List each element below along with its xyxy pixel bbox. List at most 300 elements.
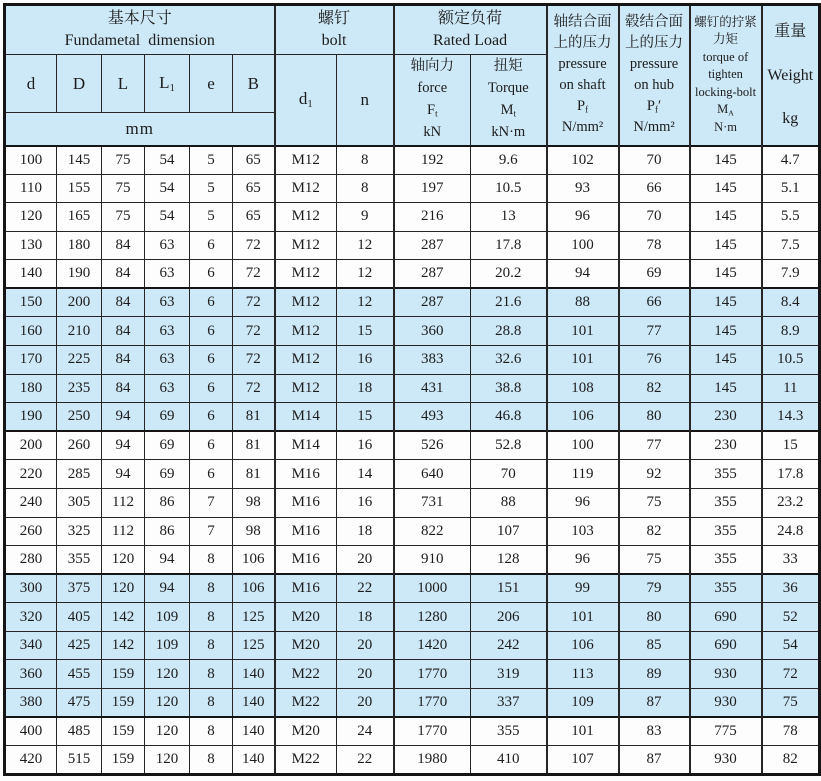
cell-B: 72 <box>233 317 275 346</box>
cell-L1: 63 <box>145 374 190 403</box>
cell-weight-kg: 52 <box>762 603 820 632</box>
cell-L: 94 <box>102 431 145 460</box>
cell-Pf-hub: 92 <box>619 460 690 489</box>
cell-B: 81 <box>233 403 275 432</box>
cell-Pf-hub: 79 <box>619 574 690 603</box>
cell-MA-Nm: 145 <box>690 174 762 203</box>
cell-e: 8 <box>190 688 233 717</box>
cell-e: 5 <box>190 203 233 232</box>
cell-B: 98 <box>233 517 275 546</box>
cell-L1: 120 <box>145 660 190 689</box>
cell-D: 285 <box>57 460 102 489</box>
cell-MA-Nm: 775 <box>690 717 762 746</box>
header-fundamental-dimension: 基本尺寸 Fundametal dimension <box>5 5 275 55</box>
table-row <box>5 288 820 317</box>
cell-MA-Nm: 145 <box>690 374 762 403</box>
cell-Pf-hub: 87 <box>619 746 690 775</box>
cell-Pf-shaft: 100 <box>547 431 619 460</box>
cell-B: 140 <box>233 660 275 689</box>
cell-e: 6 <box>190 260 233 289</box>
cell-n: 18 <box>337 374 394 403</box>
cell-e: 8 <box>190 574 233 603</box>
cell-D: 210 <box>57 317 102 346</box>
cell-d: 260 <box>5 517 57 546</box>
cell-n: 15 <box>337 317 394 346</box>
cell-MA-Nm: 930 <box>690 660 762 689</box>
cell-Pf-hub: 66 <box>619 174 690 203</box>
cell-n: 18 <box>337 603 394 632</box>
cell-Ft-kN: 822 <box>394 517 471 546</box>
cell-e: 6 <box>190 431 233 460</box>
cell-e: 8 <box>190 603 233 632</box>
cell-Pf-shaft: 96 <box>547 488 619 517</box>
cell-Pf-hub: 80 <box>619 603 690 632</box>
cell-B: 125 <box>233 603 275 632</box>
cell-Mt-kNm: 355 <box>471 717 547 746</box>
cell-MA-Nm: 355 <box>690 460 762 489</box>
cell-Pf-shaft: 103 <box>547 517 619 546</box>
cell-Pf-hub: 87 <box>619 688 690 717</box>
cell-Pf-hub: 77 <box>619 317 690 346</box>
cell-d: 180 <box>5 374 57 403</box>
cell-e: 6 <box>190 288 233 317</box>
cell-L: 84 <box>102 317 145 346</box>
cell-Ft-kN: 640 <box>394 460 471 489</box>
cell-e: 6 <box>190 460 233 489</box>
cell-MA-Nm: 230 <box>690 431 762 460</box>
cell-L1: 54 <box>145 174 190 203</box>
cell-MA-Nm: 145 <box>690 317 762 346</box>
cell-d1: M20 <box>275 631 337 660</box>
cell-L1: 120 <box>145 717 190 746</box>
cell-Ft-kN: 197 <box>394 174 471 203</box>
cell-Pf-hub: 89 <box>619 660 690 689</box>
cell-D: 225 <box>57 346 102 375</box>
table-row <box>5 260 820 289</box>
cell-D: 405 <box>57 603 102 632</box>
table-row <box>5 146 820 175</box>
table-row <box>5 460 820 489</box>
cell-d: 150 <box>5 288 57 317</box>
header-col-e: e <box>190 55 233 113</box>
cell-e: 8 <box>190 631 233 660</box>
cell-Pf-shaft: 119 <box>547 460 619 489</box>
cell-Pf-hub: 70 <box>619 146 690 175</box>
cell-MA-Nm: 145 <box>690 288 762 317</box>
cell-L1: 54 <box>145 203 190 232</box>
cell-d1: M12 <box>275 374 337 403</box>
cell-L: 159 <box>102 660 145 689</box>
cell-L: 84 <box>102 260 145 289</box>
cell-B: 72 <box>233 260 275 289</box>
cell-d1: M16 <box>275 546 337 575</box>
cell-Mt-kNm: 128 <box>471 546 547 575</box>
cell-B: 106 <box>233 546 275 575</box>
table-row <box>5 231 820 260</box>
cell-D: 355 <box>57 546 102 575</box>
cell-Pf-shaft: 96 <box>547 546 619 575</box>
cell-d: 100 <box>5 146 57 175</box>
cell-e: 6 <box>190 346 233 375</box>
cell-Ft-kN: 1770 <box>394 717 471 746</box>
cell-Mt-kNm: 20.2 <box>471 260 547 289</box>
cell-Pf-shaft: 107 <box>547 746 619 775</box>
cell-n: 16 <box>337 431 394 460</box>
cell-D: 200 <box>57 288 102 317</box>
cell-B: 106 <box>233 574 275 603</box>
cell-Pf-shaft: 106 <box>547 631 619 660</box>
cell-weight-kg: 8.4 <box>762 288 820 317</box>
cell-D: 455 <box>57 660 102 689</box>
header-group-row <box>5 5 820 55</box>
cell-d: 300 <box>5 574 57 603</box>
cell-weight-kg: 54 <box>762 631 820 660</box>
cell-Pf-hub: 82 <box>619 517 690 546</box>
cell-L1: 120 <box>145 688 190 717</box>
cell-n: 12 <box>337 288 394 317</box>
cell-Pf-shaft: 113 <box>547 660 619 689</box>
header-pressure-on-shaft: 轴结合面 上的压力 pressure on shaft $P_f$ N/mm² <box>547 5 619 146</box>
cell-D: 165 <box>57 203 102 232</box>
cell-L: 75 <box>102 146 145 175</box>
cell-Ft-kN: 1420 <box>394 631 471 660</box>
cell-L1: 109 <box>145 631 190 660</box>
cell-Pf-shaft: 109 <box>547 688 619 717</box>
cell-e: 6 <box>190 317 233 346</box>
cell-B: 65 <box>233 174 275 203</box>
cell-L1: 63 <box>145 260 190 289</box>
cell-d1: M14 <box>275 431 337 460</box>
header-col-d1: $d_1$ <box>275 55 337 146</box>
cell-L: 142 <box>102 631 145 660</box>
coupling-spec-table <box>3 3 821 776</box>
cell-weight-kg: 11 <box>762 374 820 403</box>
cell-n: 9 <box>337 203 394 232</box>
cell-Mt-kNm: 46.8 <box>471 403 547 432</box>
table-row <box>5 717 820 746</box>
cell-Pf-hub: 69 <box>619 260 690 289</box>
cell-Mt-kNm: 70 <box>471 460 547 489</box>
cell-Pf-hub: 75 <box>619 546 690 575</box>
cell-Ft-kN: 1980 <box>394 746 471 775</box>
cell-weight-kg: 23.2 <box>762 488 820 517</box>
cell-Pf-hub: 78 <box>619 231 690 260</box>
cell-n: 14 <box>337 460 394 489</box>
cell-Pf-hub: 82 <box>619 374 690 403</box>
header-pressure-on-hub: 毂结合面 上的压力 pressure on hub $P_f'$ N/mm² <box>619 5 690 146</box>
cell-d1: M16 <box>275 574 337 603</box>
cell-L1: 109 <box>145 603 190 632</box>
cell-n: 16 <box>337 346 394 375</box>
cell-MA-Nm: 355 <box>690 488 762 517</box>
cell-d1: M14 <box>275 403 337 432</box>
cell-MA-Nm: 145 <box>690 203 762 232</box>
cell-d: 400 <box>5 717 57 746</box>
cell-L: 94 <box>102 403 145 432</box>
cell-B: 65 <box>233 146 275 175</box>
table-row <box>5 431 820 460</box>
cell-L1: 63 <box>145 346 190 375</box>
cell-d1: M20 <box>275 603 337 632</box>
cell-Pf-hub: 66 <box>619 288 690 317</box>
cell-d: 140 <box>5 260 57 289</box>
cell-weight-kg: 15 <box>762 431 820 460</box>
cell-Mt-kNm: 9.6 <box>471 146 547 175</box>
cell-D: 305 <box>57 488 102 517</box>
cell-MA-Nm: 145 <box>690 146 762 175</box>
cell-d: 220 <box>5 460 57 489</box>
header-col-L1: $L_1$ <box>145 55 190 113</box>
cell-L: 159 <box>102 688 145 717</box>
cell-Mt-kNm: 319 <box>471 660 547 689</box>
cell-L: 75 <box>102 174 145 203</box>
cell-Ft-kN: 526 <box>394 431 471 460</box>
cell-weight-kg: 82 <box>762 746 820 775</box>
cell-L: 120 <box>102 546 145 575</box>
cell-L: 84 <box>102 374 145 403</box>
cell-e: 8 <box>190 746 233 775</box>
cell-Pf-shaft: 88 <box>547 288 619 317</box>
cell-L: 120 <box>102 574 145 603</box>
cell-d1: M16 <box>275 488 337 517</box>
cell-L: 112 <box>102 517 145 546</box>
table-row <box>5 660 820 689</box>
cell-B: 81 <box>233 431 275 460</box>
cell-weight-kg: 75 <box>762 688 820 717</box>
cell-d1: M12 <box>275 174 337 203</box>
cell-B: 140 <box>233 746 275 775</box>
cell-B: 140 <box>233 717 275 746</box>
cell-L1: 69 <box>145 403 190 432</box>
cell-weight-kg: 33 <box>762 546 820 575</box>
cell-D: 325 <box>57 517 102 546</box>
cell-d1: M22 <box>275 688 337 717</box>
cell-n: 12 <box>337 260 394 289</box>
cell-Pf-hub: 75 <box>619 488 690 517</box>
cell-n: 8 <box>337 146 394 175</box>
cell-Mt-kNm: 28.8 <box>471 317 547 346</box>
cell-e: 8 <box>190 660 233 689</box>
cell-d: 420 <box>5 746 57 775</box>
cell-e: 6 <box>190 374 233 403</box>
cell-d: 200 <box>5 431 57 460</box>
table-row <box>5 374 820 403</box>
cell-L1: 69 <box>145 431 190 460</box>
header-unit-mm: mm <box>5 113 275 146</box>
cell-d1: M12 <box>275 260 337 289</box>
cell-e: 6 <box>190 403 233 432</box>
cell-D: 235 <box>57 374 102 403</box>
cell-d: 240 <box>5 488 57 517</box>
cell-Ft-kN: 287 <box>394 260 471 289</box>
cell-n: 22 <box>337 746 394 775</box>
cell-e: 8 <box>190 546 233 575</box>
cell-d1: M12 <box>275 203 337 232</box>
cell-d1: M16 <box>275 460 337 489</box>
cell-n: 20 <box>337 631 394 660</box>
cell-Ft-kN: 1000 <box>394 574 471 603</box>
cell-weight-kg: 4.7 <box>762 146 820 175</box>
cell-MA-Nm: 930 <box>690 688 762 717</box>
cell-Pf-hub: 77 <box>619 431 690 460</box>
header-weight: 重量 Weight kg <box>762 5 820 146</box>
cell-L1: 94 <box>145 574 190 603</box>
table-row <box>5 688 820 717</box>
cell-n: 24 <box>337 717 394 746</box>
cell-Pf-shaft: 108 <box>547 374 619 403</box>
cell-d: 320 <box>5 603 57 632</box>
table-header <box>5 5 820 146</box>
cell-Ft-kN: 216 <box>394 203 471 232</box>
cell-L1: 63 <box>145 231 190 260</box>
cell-d1: M12 <box>275 231 337 260</box>
table-row <box>5 346 820 375</box>
cell-d: 120 <box>5 203 57 232</box>
cell-d: 280 <box>5 546 57 575</box>
cell-e: 8 <box>190 717 233 746</box>
header-bolt: 螺钉 bolt <box>275 5 394 55</box>
cell-Pf-hub: 76 <box>619 346 690 375</box>
cell-Ft-kN: 431 <box>394 374 471 403</box>
cell-Pf-shaft: 93 <box>547 174 619 203</box>
cell-Mt-kNm: 10.5 <box>471 174 547 203</box>
cell-weight-kg: 8.9 <box>762 317 820 346</box>
cell-D: 250 <box>57 403 102 432</box>
cell-Mt-kNm: 88 <box>471 488 547 517</box>
cell-L1: 54 <box>145 146 190 175</box>
cell-B: 98 <box>233 488 275 517</box>
cell-d1: M16 <box>275 517 337 546</box>
cell-n: 8 <box>337 174 394 203</box>
cell-n: 20 <box>337 660 394 689</box>
cell-L: 84 <box>102 231 145 260</box>
cell-e: 6 <box>190 231 233 260</box>
cell-MA-Nm: 145 <box>690 260 762 289</box>
cell-d1: M20 <box>275 717 337 746</box>
cell-Mt-kNm: 337 <box>471 688 547 717</box>
table-row <box>5 631 820 660</box>
cell-L1: 63 <box>145 288 190 317</box>
cell-MA-Nm: 230 <box>690 403 762 432</box>
cell-weight-kg: 24.8 <box>762 517 820 546</box>
cell-B: 72 <box>233 231 275 260</box>
cell-B: 140 <box>233 688 275 717</box>
cell-n: 20 <box>337 546 394 575</box>
cell-Pf-shaft: 102 <box>547 146 619 175</box>
cell-Pf-shaft: 106 <box>547 403 619 432</box>
cell-MA-Nm: 355 <box>690 574 762 603</box>
table-row <box>5 603 820 632</box>
cell-Pf-hub: 70 <box>619 203 690 232</box>
header-locking-bolt-torque: 螺钉的拧紧 力矩 torque of tighten locking-bolt $M_A$ N·m <box>690 5 762 146</box>
cell-Ft-kN: 731 <box>394 488 471 517</box>
cell-Mt-kNm: 21.6 <box>471 288 547 317</box>
cell-L1: 86 <box>145 517 190 546</box>
cell-Mt-kNm: 107 <box>471 517 547 546</box>
cell-n: 18 <box>337 517 394 546</box>
table-row <box>5 546 820 575</box>
cell-e: 7 <box>190 488 233 517</box>
table-row <box>5 488 820 517</box>
cell-L: 94 <box>102 460 145 489</box>
cell-D: 145 <box>57 146 102 175</box>
cell-L: 75 <box>102 203 145 232</box>
cell-Pf-shaft: 100 <box>547 231 619 260</box>
cell-Ft-kN: 493 <box>394 403 471 432</box>
cell-d: 190 <box>5 403 57 432</box>
cell-d: 380 <box>5 688 57 717</box>
cell-L: 84 <box>102 346 145 375</box>
cell-Mt-kNm: 17.8 <box>471 231 547 260</box>
table-row <box>5 174 820 203</box>
cell-e: 5 <box>190 174 233 203</box>
cell-weight-kg: 14.3 <box>762 403 820 432</box>
cell-d1: M22 <box>275 660 337 689</box>
header-col-axial-force: 轴向力 force $F_t$ kN <box>394 55 471 146</box>
cell-MA-Nm: 145 <box>690 346 762 375</box>
header-col-B: B <box>233 55 275 113</box>
cell-Mt-kNm: 52.8 <box>471 431 547 460</box>
cell-d: 110 <box>5 174 57 203</box>
table-row <box>5 203 820 232</box>
cell-d1: M22 <box>275 746 337 775</box>
cell-d: 160 <box>5 317 57 346</box>
cell-Ft-kN: 287 <box>394 231 471 260</box>
cell-d1: M12 <box>275 288 337 317</box>
cell-Pf-shaft: 96 <box>547 203 619 232</box>
cell-weight-kg: 5.1 <box>762 174 820 203</box>
cell-weight-kg: 17.8 <box>762 460 820 489</box>
cell-Mt-kNm: 242 <box>471 631 547 660</box>
cell-Pf-shaft: 101 <box>547 317 619 346</box>
cell-d1: M12 <box>275 317 337 346</box>
header-col-L: L <box>102 55 145 113</box>
cell-D: 475 <box>57 688 102 717</box>
cell-B: 65 <box>233 203 275 232</box>
cell-n: 20 <box>337 688 394 717</box>
cell-weight-kg: 7.5 <box>762 231 820 260</box>
header-col-D: D <box>57 55 102 113</box>
cell-weight-kg: 10.5 <box>762 346 820 375</box>
table-row <box>5 746 820 775</box>
cell-L1: 94 <box>145 546 190 575</box>
cell-Pf-shaft: 101 <box>547 717 619 746</box>
table-row <box>5 317 820 346</box>
cell-D: 190 <box>57 260 102 289</box>
cell-Pf-hub: 85 <box>619 631 690 660</box>
cell-D: 375 <box>57 574 102 603</box>
cell-weight-kg: 36 <box>762 574 820 603</box>
cell-B: 72 <box>233 288 275 317</box>
cell-L1: 120 <box>145 746 190 775</box>
cell-Ft-kN: 287 <box>394 288 471 317</box>
cell-Pf-shaft: 94 <box>547 260 619 289</box>
cell-Ft-kN: 383 <box>394 346 471 375</box>
cell-D: 485 <box>57 717 102 746</box>
cell-d: 360 <box>5 660 57 689</box>
cell-Mt-kNm: 32.6 <box>471 346 547 375</box>
cell-MA-Nm: 690 <box>690 603 762 632</box>
cell-Ft-kN: 192 <box>394 146 471 175</box>
cell-L1: 69 <box>145 460 190 489</box>
cell-D: 155 <box>57 174 102 203</box>
cell-Ft-kN: 1280 <box>394 603 471 632</box>
cell-Ft-kN: 1770 <box>394 660 471 689</box>
header-col-d: d <box>5 55 57 113</box>
cell-MA-Nm: 930 <box>690 746 762 775</box>
cell-L: 84 <box>102 288 145 317</box>
cell-d: 170 <box>5 346 57 375</box>
